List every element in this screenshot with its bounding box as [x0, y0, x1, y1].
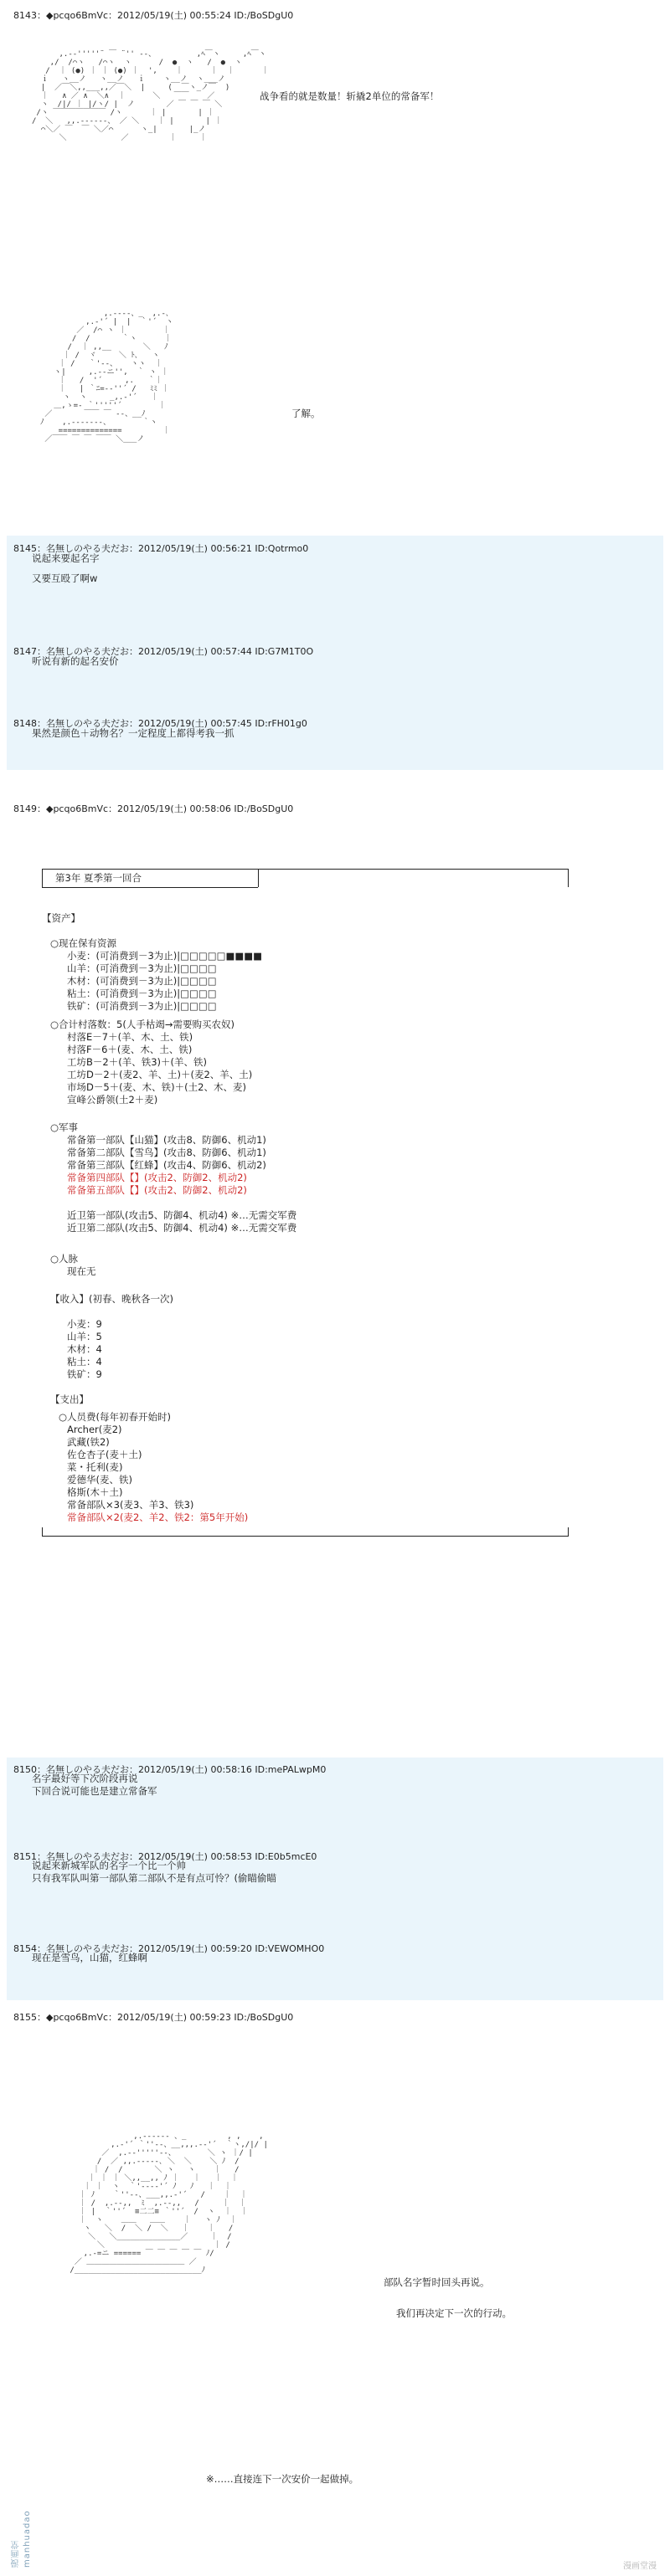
site-logo: 漫画堂 manhuadao [12, 2510, 32, 2568]
post-8143 [7, 0, 663, 536]
expense-row: Archer(麦2) [67, 1424, 122, 1435]
ascii-art-characters: ,.-‐'''''¨ ￣ ¨'' ‐-、 ,ﾍ￣ヽ ,ﾍ￣ヽ ,/ /⌒ヽ /⌒ヽ ヽ / ● ヽ / ● ヽ / ｜ (●) ｜ ｜ (●) ｜ ', ｜ ｜ ｜ ｜ ｉ ヽ__ノ ヽ__ノ ｉ ヽ__ノ ヽ___ノ | ／￣＼,,___,,／￣＼ | ( ￣ヽ_ノ￣ ) ｜ ∧ ／ ∧ ＼∧ ｜ ＼ ￣￣ ／ ヽ /|/ ｜ |/ヽ/ | ノ ／ ￣ ￣ ￣ ＼ /ヽ ￣￣￣￣￣￣￣ /ヽ ｜ | | ｜ / ＼ ,,.--‐‐--、 ／ ＼ ｜ | | ｜ ⌒＼／ ￣ ￣ ＼／⌒ ヽ_| |_ノ ＼ ／ ｜ ｜ [32, 50, 270, 142]
post-header: 8143：◆pcqo6BmVc：2012/05/19(土) 00:55:24 ID:/BoSDgU0 [13, 10, 294, 21]
village-row: 村落E－7＋(羊、木、土、铁) [67, 1031, 193, 1043]
income-row: 山羊：5 [67, 1331, 102, 1342]
post-header: 8154：名無しのやる夫だお：2012/05/19(土) 00:59:20 ID:VEWOMHO0 [13, 1943, 325, 1954]
expense-row: 爱德华(麦、铁) [67, 1474, 132, 1486]
army-row: 常备第一部队【山猫】(攻击8、防御6、机动1) [67, 1134, 266, 1146]
footer-watermark: 漫画堂漫 [623, 2562, 657, 2571]
status-frame-bottom-right [568, 1527, 569, 1537]
army-row-new: 常备第四部队【】(攻击2、防御2、机动2) [67, 1172, 247, 1183]
stock-row: 山羊：(可消费到－3为止)|□□□□ [67, 962, 217, 974]
post-header: 8148：名無しのやる夫だお：2012/05/19(土) 00:57:45 ID:rFH01g0 [13, 718, 307, 729]
status-title-divider [258, 869, 259, 887]
note-line: ※……直接连下一次安价一起做掉。 [206, 2473, 359, 2485]
village-row: 市场D－5＋(麦、木、铁)＋(土2、木、麦) [67, 1081, 246, 1093]
status-title: 第3年 夏季第一回合 [55, 872, 142, 884]
post-line: 又要互殴了啊w [32, 572, 98, 584]
village-row: 宣峰公爵领(土2＋麦) [67, 1094, 158, 1106]
ascii-art-archer: ,.-‐‐-、_ ,.-､ ,.-'´ | | ｀'´ ヽ ／ /⌒ ヽ ｜ ｜ / / ｀ヽ ｜ / ｜ ,,__ ＼ ﾉ ｜ / ヾ ＼ ﾄ､ ヽ ｜ / ｀'‐-、 ヽヽ ｜ ヽ| ,.-‐ニ'', ｀ ヽ ｜ ｜ / '´ ,. ｀｜ ｜ | ｀ﾆ=-‐''´ / ﾐﾐ ｜ ヽ ヽ _,.-'´ ｜ ＿,ゝ=- ｀'''''´ ｜ ／ ￣￣ ￣ ‐-、__ﾉ ﾉ ,.-‐‐‐‐‐-、 ｀ヽ ============== ｜ ／￣￣ ￣ ￣ ￣￣ ＼___ノ [40, 310, 173, 444]
status-frame-left [42, 869, 43, 887]
income-row: 小麦：9 [67, 1318, 102, 1330]
status-frame-right [568, 869, 569, 887]
post-header: 8145：名無しのやる夫だお：2012/05/19(土) 00:56:21 ID:Qotrmo0 [13, 543, 309, 554]
post-line: 现在是雪鸟，山猫，红蜂啊 [32, 1952, 147, 1963]
village-row: 工坊B－2＋(羊、铁3)＋(羊、铁) [67, 1056, 207, 1068]
post-header: 8147：名無しのやる夫だお：2012/05/19(土) 00:57:44 ID:G7M1T0O [13, 646, 314, 657]
army-row-new: 常备第五部队【】(攻击2、防御2、机动2) [67, 1184, 247, 1196]
income-heading: 【收入】(初春、晚秋各一次) [50, 1293, 173, 1305]
income-row: 粘土：4 [67, 1356, 102, 1368]
people-heading: ○人脉 [50, 1253, 79, 1265]
post-8155 [7, 2000, 663, 2576]
stock-row: 木材：(可消费到－3为止)|□□□□ [67, 975, 217, 987]
expense-row: 格斯(木＋土) [67, 1486, 123, 1498]
expense-row: 佐仓杏子(麦＋土) [67, 1449, 142, 1460]
post-8150 [7, 1758, 663, 2000]
expense-row-new: 常备部队×2(麦2、羊2、铁2：第5年开始) [67, 1511, 249, 1523]
stock-row: 粘土：(可消费到－3为止)|□□□□ [67, 988, 217, 999]
post-header: 8155：◆pcqo6BmVc：2012/05/19(土) 00:59:23 ID:/BoSDgU0 [13, 2012, 294, 2023]
post-line: 名字最好等下次阶段再说 [32, 1773, 138, 1784]
post-line: 下回合说可能也是建立常备军 [32, 1785, 157, 1797]
post-line: 说起来新城军队的名字一个比一个帅 [32, 1860, 186, 1871]
post-line: 果然是颜色＋动物名？一定程度上都得考我一抓 [32, 727, 234, 739]
stock-row: 小麦：(可消费到－3为止)|□□□□□■■■■ [67, 950, 262, 962]
income-row: 铁矿：9 [67, 1368, 102, 1380]
people-value: 现在无 [67, 1265, 96, 1277]
speech-line: 我们再决定下一次的行动。 [396, 2307, 512, 2319]
post-line: 只有我军队叫第一部队第二部队不是有点可怜？(偷瞄偷瞄 [32, 1872, 276, 1884]
status-frame-top [42, 869, 568, 870]
stock-row: 铁矿：(可消费到－3为止)|□□□□ [67, 1000, 217, 1012]
page [7, 0, 663, 2576]
post-8145 [7, 536, 663, 770]
guard-row: 近卫第二部队(攻击5、防御4、机动4) ※…无需交军费 [67, 1222, 297, 1234]
expense-subheading: ○人员费(每年初春开始时) [59, 1411, 172, 1423]
villages-heading: ○合计村落数：5(人手枯竭→需要购买农奴) [50, 1019, 234, 1030]
post-8149 [7, 770, 663, 1758]
status-frame-bottom-left [42, 1527, 43, 1537]
speech-line: 部队名字暂时回头再说。 [384, 2276, 490, 2288]
status-title-underline [42, 887, 258, 888]
village-row: 村落F－6＋(麦、木、土、铁) [67, 1044, 193, 1055]
stock-heading: ○现在保有资源 [50, 937, 117, 949]
expense-heading: 【支出】 [50, 1393, 89, 1405]
army-row: 常备第三部队【红蜂】(攻击4、防御6、机动2) [67, 1159, 266, 1171]
ascii-art-archer-2: ,.-‐‐‐‐- 、_ , , , ,.-'´ ｀''‐-、__,,,.-‐'´ ｀ヽ,/|/ | ／ ,.-‐'''''‐-、 ＼ ヽ ｜/ | / ／ ,,.-‐‐‐-､ ＼ ＼ ＼ ﾉ / ｜ / / ＼ ヽ ヽ ｜ / ｜ ｜ ｜ ＼,,__,, ﾉ ｜ ｜ ｜ ｜ ｜ ｜ ヽ ｀'‐--‐'´ ﾉ ﾉ ｜ ｜ ｜ ﾉ ｀''‐-、___,,.-'´ / ｜ ｜ ｜ / ,.--,, ﾐ ,.--,, / ｜ ｜ ｜ | ｀''´ ≡二二≡ ｀''´ / ヽ ｜ ｜ ｜ ヽ ＿＿ ＿＿ ｜ ヽ ﾉ ｜ ヽ ＼ / ＼ / ＼ ｜ ｜ / ＼ ＼______________／ ｜ / ＼ ｜ / ,.-=ニ ====== ￣ ￣ ￣ ￣ ￣ ﾉ/ ／ ＿＿＿＿＿＿＿＿＿＿＿＿＿ ／ /____________________________ﾉ [70, 2132, 268, 2275]
income-row: 木材：4 [67, 1343, 102, 1355]
village-row: 工坊D－2＋(麦2、羊、土)＋(麦2、羊、土) [67, 1069, 253, 1080]
army-heading: ○军事 [50, 1121, 79, 1133]
resources-heading: 【资产】 [42, 912, 80, 924]
status-frame-bottom [42, 1536, 568, 1537]
army-row: 常备第二部队【雪鸟】(攻击8、防御6、机动1) [67, 1147, 266, 1158]
post-header: 8150：名無しのやる夫だお：2012/05/19(土) 00:58:16 ID:mePALwpM0 [13, 1764, 327, 1775]
speech-line: 战争看的就是数量！斩撬2单位的常备军！ [260, 90, 440, 102]
expense-row: 武藏(铁2) [67, 1436, 110, 1448]
expense-row: 菜・托利(麦) [67, 1461, 123, 1473]
guard-row: 近卫第一部队(攻击5、防御4、机动4) ※…无需交军费 [67, 1209, 297, 1221]
post-line: 说起来要起名字 [32, 552, 100, 564]
post-header: 8149：◆pcqo6BmVc：2012/05/19(土) 00:58:06 ID:/BoSDgU0 [13, 803, 294, 814]
post-header: 8151：名無しのやる夫だお：2012/05/19(土) 00:58:53 ID:E0b5mcE0 [13, 1851, 317, 1862]
site-watermark [7, 2492, 30, 2568]
post-line: 听说有新的起名安价 [32, 655, 119, 667]
speech-line: 了解。 [291, 408, 321, 419]
expense-row: 常备部队×3(麦3、羊3、铁3) [67, 1499, 194, 1511]
